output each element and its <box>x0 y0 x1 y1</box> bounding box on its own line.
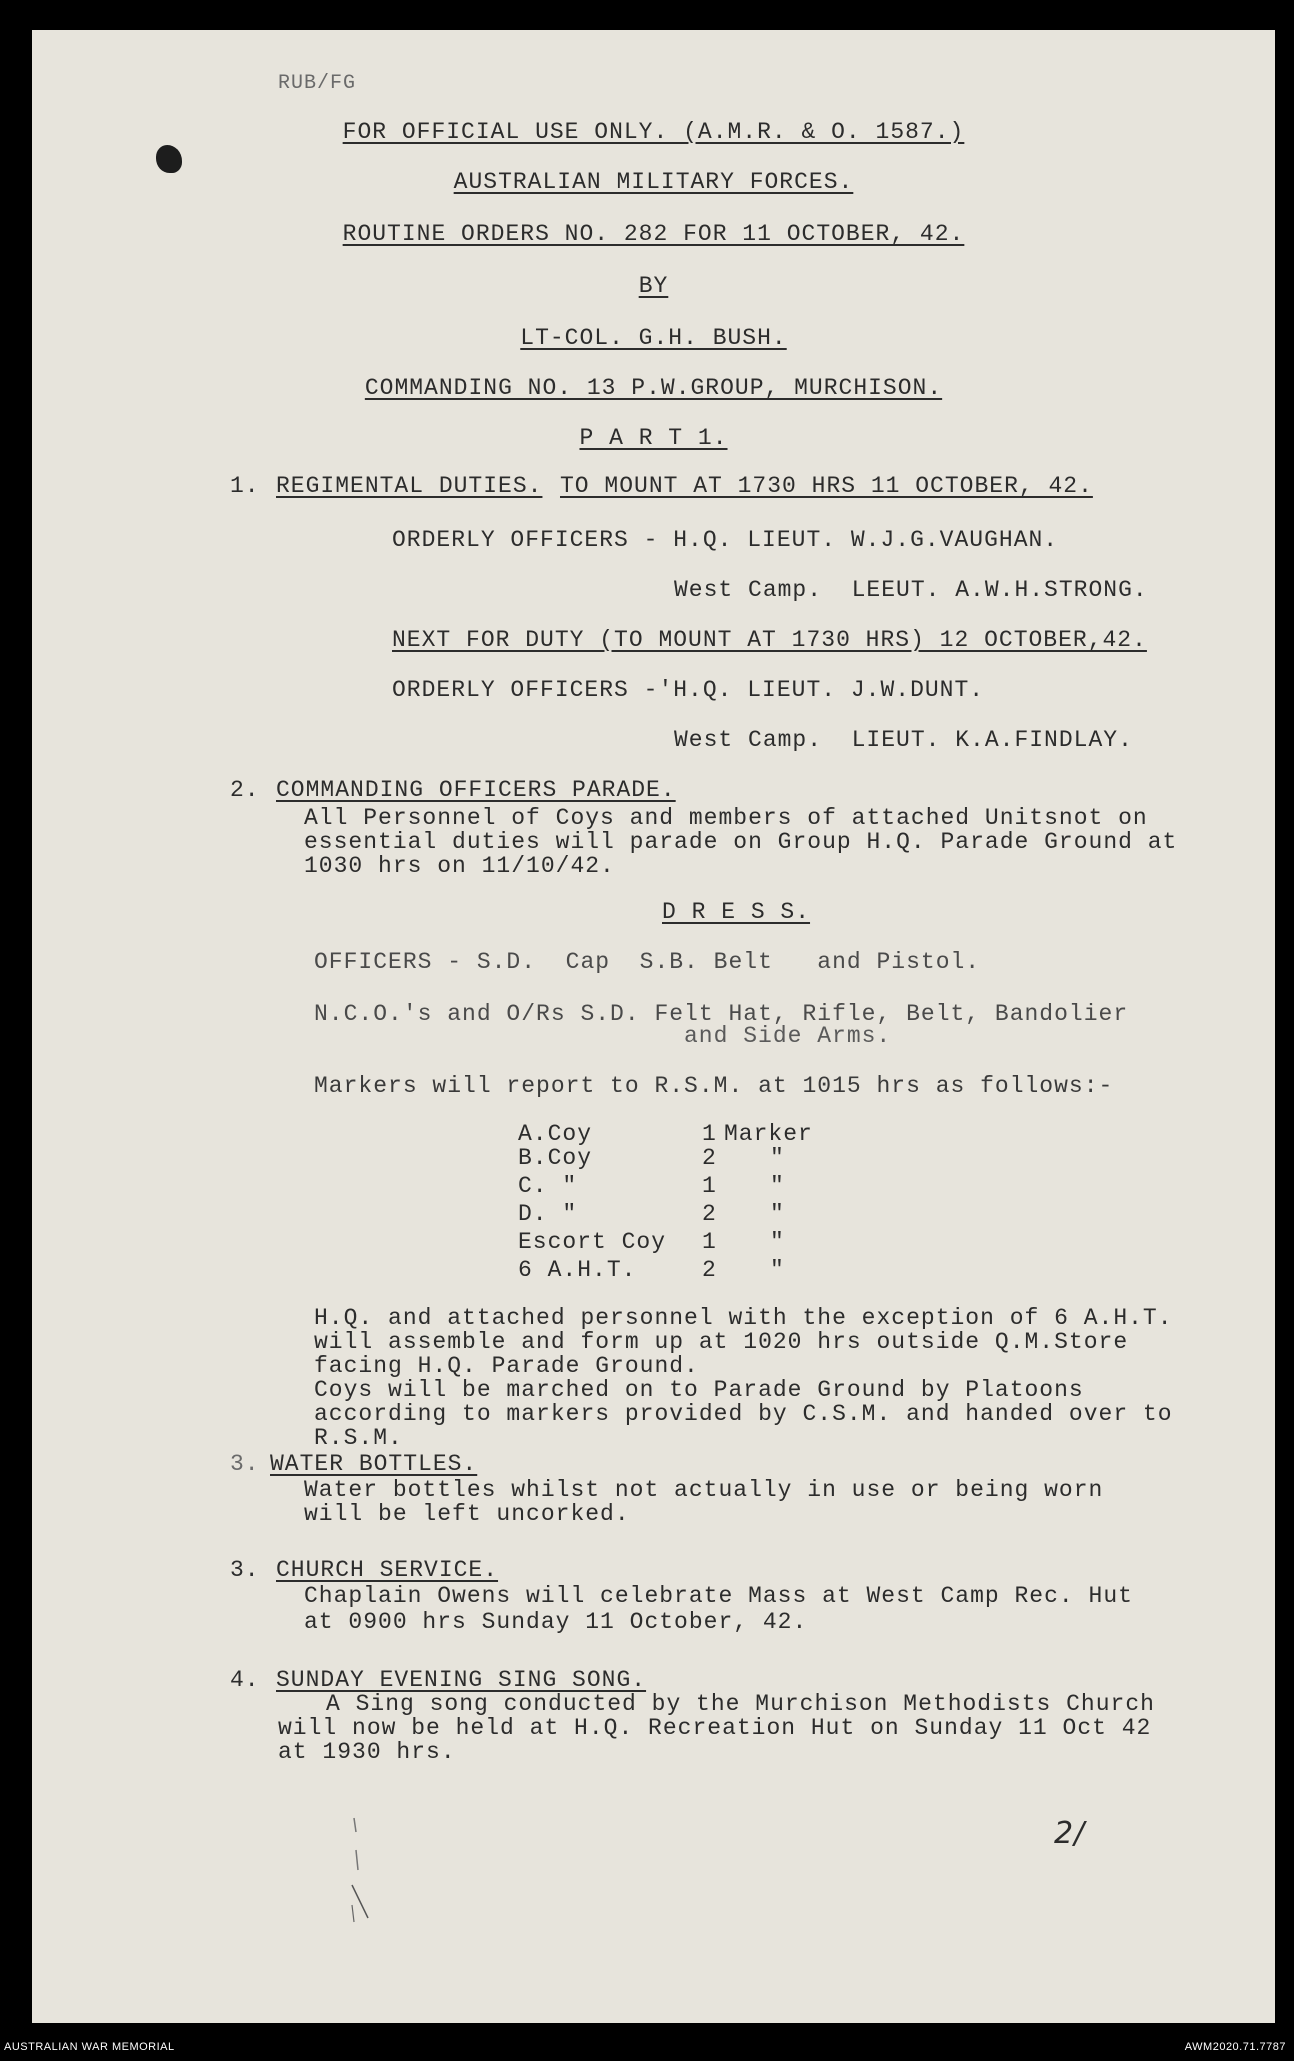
marker-word: " <box>770 1145 785 1171</box>
water-bottles-line-1: Water bottles whilst not actually in use or being worn <box>304 1477 1104 1503</box>
marker-word: " <box>770 1257 785 1283</box>
section-3a-number: 3. <box>230 1451 260 1477</box>
section-4-number: 4. <box>230 1667 260 1693</box>
coys-marched-line-3: R.S.M. <box>314 1425 403 1451</box>
orderly-officers-1: ORDERLY OFFICERS - H.Q. LIEUT. W.J.G.VAUGHAN. <box>392 527 1059 553</box>
parade-text-line-3: 1030 hrs on 11/10/42. <box>304 853 615 879</box>
marker-word: " <box>770 1201 785 1227</box>
section-1-mount-time: TO MOUNT AT 1730 HRS 11 OCTOBER, 42. <box>560 473 1093 499</box>
church-service-line-1: Chaplain Owens will celebrate Mass at West Camp Rec. Hut <box>304 1583 1133 1609</box>
coys-marched-line-2: according to markers provided by C.S.M. and handed over to <box>314 1401 1173 1427</box>
marker-count: 2 <box>702 1201 717 1227</box>
pencil-marks <box>312 1810 372 1940</box>
marker-word: " <box>770 1229 785 1255</box>
parade-text-line-2: essential duties will parade on Group H.Q. Parade Ground at <box>304 829 1178 855</box>
next-page-indicator: 2/ <box>1054 1816 1086 1851</box>
marker-unit: C. " <box>518 1173 578 1199</box>
sing-song-line-1: A Sing song conducted by the Murchison Methodists Church <box>326 1691 1155 1717</box>
sing-song-line-2: will now be held at H.Q. Recreation Hut on Sunday 11 Oct 42 <box>278 1715 1152 1741</box>
heading-commander-name: LT-COL. G.H. BUSH. <box>520 325 787 351</box>
marker-unit: A.Coy <box>518 1121 593 1147</box>
marker-count: 2 <box>702 1145 717 1171</box>
heading-official-use: FOR OFFICIAL USE ONLY. (A.M.R. & O. 1587.) <box>342 119 965 145</box>
heading-routine-orders: ROUTINE ORDERS NO. 282 FOR 11 OCTOBER, 42. <box>342 221 965 247</box>
dress-ncos-line-2: and Side Arms. <box>684 1023 892 1049</box>
church-service-line-2: at 0900 hrs Sunday 11 October, 42. <box>304 1609 808 1635</box>
marker-word: Marker <box>724 1121 813 1147</box>
heading-part: P A R T 1. <box>579 425 728 451</box>
coys-marched-line-1: Coys will be marched on to Parade Ground by Platoons <box>314 1377 1084 1403</box>
section-4-title: SUNDAY EVENING SING SONG. <box>276 1667 647 1693</box>
document-page <box>32 30 1275 2023</box>
section-3a-title: WATER BOTTLES. <box>270 1451 478 1477</box>
hq-assembly-line-1: H.Q. and attached personnel with the exception of 6 A.H.T. <box>314 1305 1173 1331</box>
marker-unit: Escort Coy <box>518 1229 667 1255</box>
reference-code: RUB/FG <box>278 72 357 95</box>
section-3b-number: 3. <box>230 1557 260 1583</box>
hq-assembly-line-2: will assemble and form up at 1020 hrs outside Q.M.Store <box>314 1329 1129 1355</box>
dress-heading: D R E S S. <box>662 899 811 925</box>
markers-instruction: Markers will report to R.S.M. at 1015 hrs as follows:- <box>314 1073 1114 1099</box>
heading-by: BY <box>638 273 669 299</box>
orderly-officers-1-west: West Camp. LEEUT. A.W.H.STRONG. <box>674 577 1148 603</box>
marker-unit: 6 A.H.T. <box>518 1257 637 1283</box>
section-3b-title: CHURCH SERVICE. <box>276 1557 499 1583</box>
marker-unit: D. " <box>518 1201 578 1227</box>
sing-song-line-3: at 1930 hrs. <box>278 1739 456 1765</box>
heading-military-forces: AUSTRALIAN MILITARY FORCES. <box>453 169 854 195</box>
marker-count: 1 <box>702 1173 717 1199</box>
water-bottles-line-2: will be left uncorked. <box>304 1501 630 1527</box>
hq-assembly-line-3: facing H.Q. Parade Ground. <box>314 1353 699 1379</box>
dress-ncos-line-1: N.C.O.'s and O/Rs S.D. Felt Hat, Rifle, Belt, Bandolier <box>314 1001 1129 1027</box>
section-2-title: COMMANDING OFFICERS PARADE. <box>276 777 676 803</box>
orderly-officers-2-west: West Camp. LIEUT. K.A.FINDLAY. <box>674 727 1133 753</box>
parade-text-line-1: All Personnel of Coys and members of attached Unitsnot on <box>304 805 1148 831</box>
footer-accession-number: AWM2020.71.7787 <box>1184 2041 1286 2053</box>
marker-count: 1 <box>702 1121 717 1147</box>
dress-officers: OFFICERS - S.D. Cap S.B. Belt and Pistol. <box>314 949 981 975</box>
section-2-number: 2. <box>230 777 260 803</box>
marker-word: " <box>770 1173 785 1199</box>
footer-source: AUSTRALIAN WAR MEMORIAL <box>4 2041 175 2053</box>
heading-commanding-group: COMMANDING NO. 13 P.W.GROUP, MURCHISON. <box>364 375 943 401</box>
orderly-officers-2: ORDERLY OFFICERS -'H.Q. LIEUT. J.W.DUNT. <box>392 677 985 703</box>
marker-count: 2 <box>702 1257 717 1283</box>
section-1-title: REGIMENTAL DUTIES. <box>276 473 543 499</box>
section-1-number: 1. <box>230 473 260 499</box>
marker-count: 1 <box>702 1229 717 1255</box>
marker-unit: B.Coy <box>518 1145 593 1171</box>
next-for-duty: NEXT FOR DUTY (TO MOUNT AT 1730 HRS) 12 OCTOBER,42. <box>392 627 1147 653</box>
